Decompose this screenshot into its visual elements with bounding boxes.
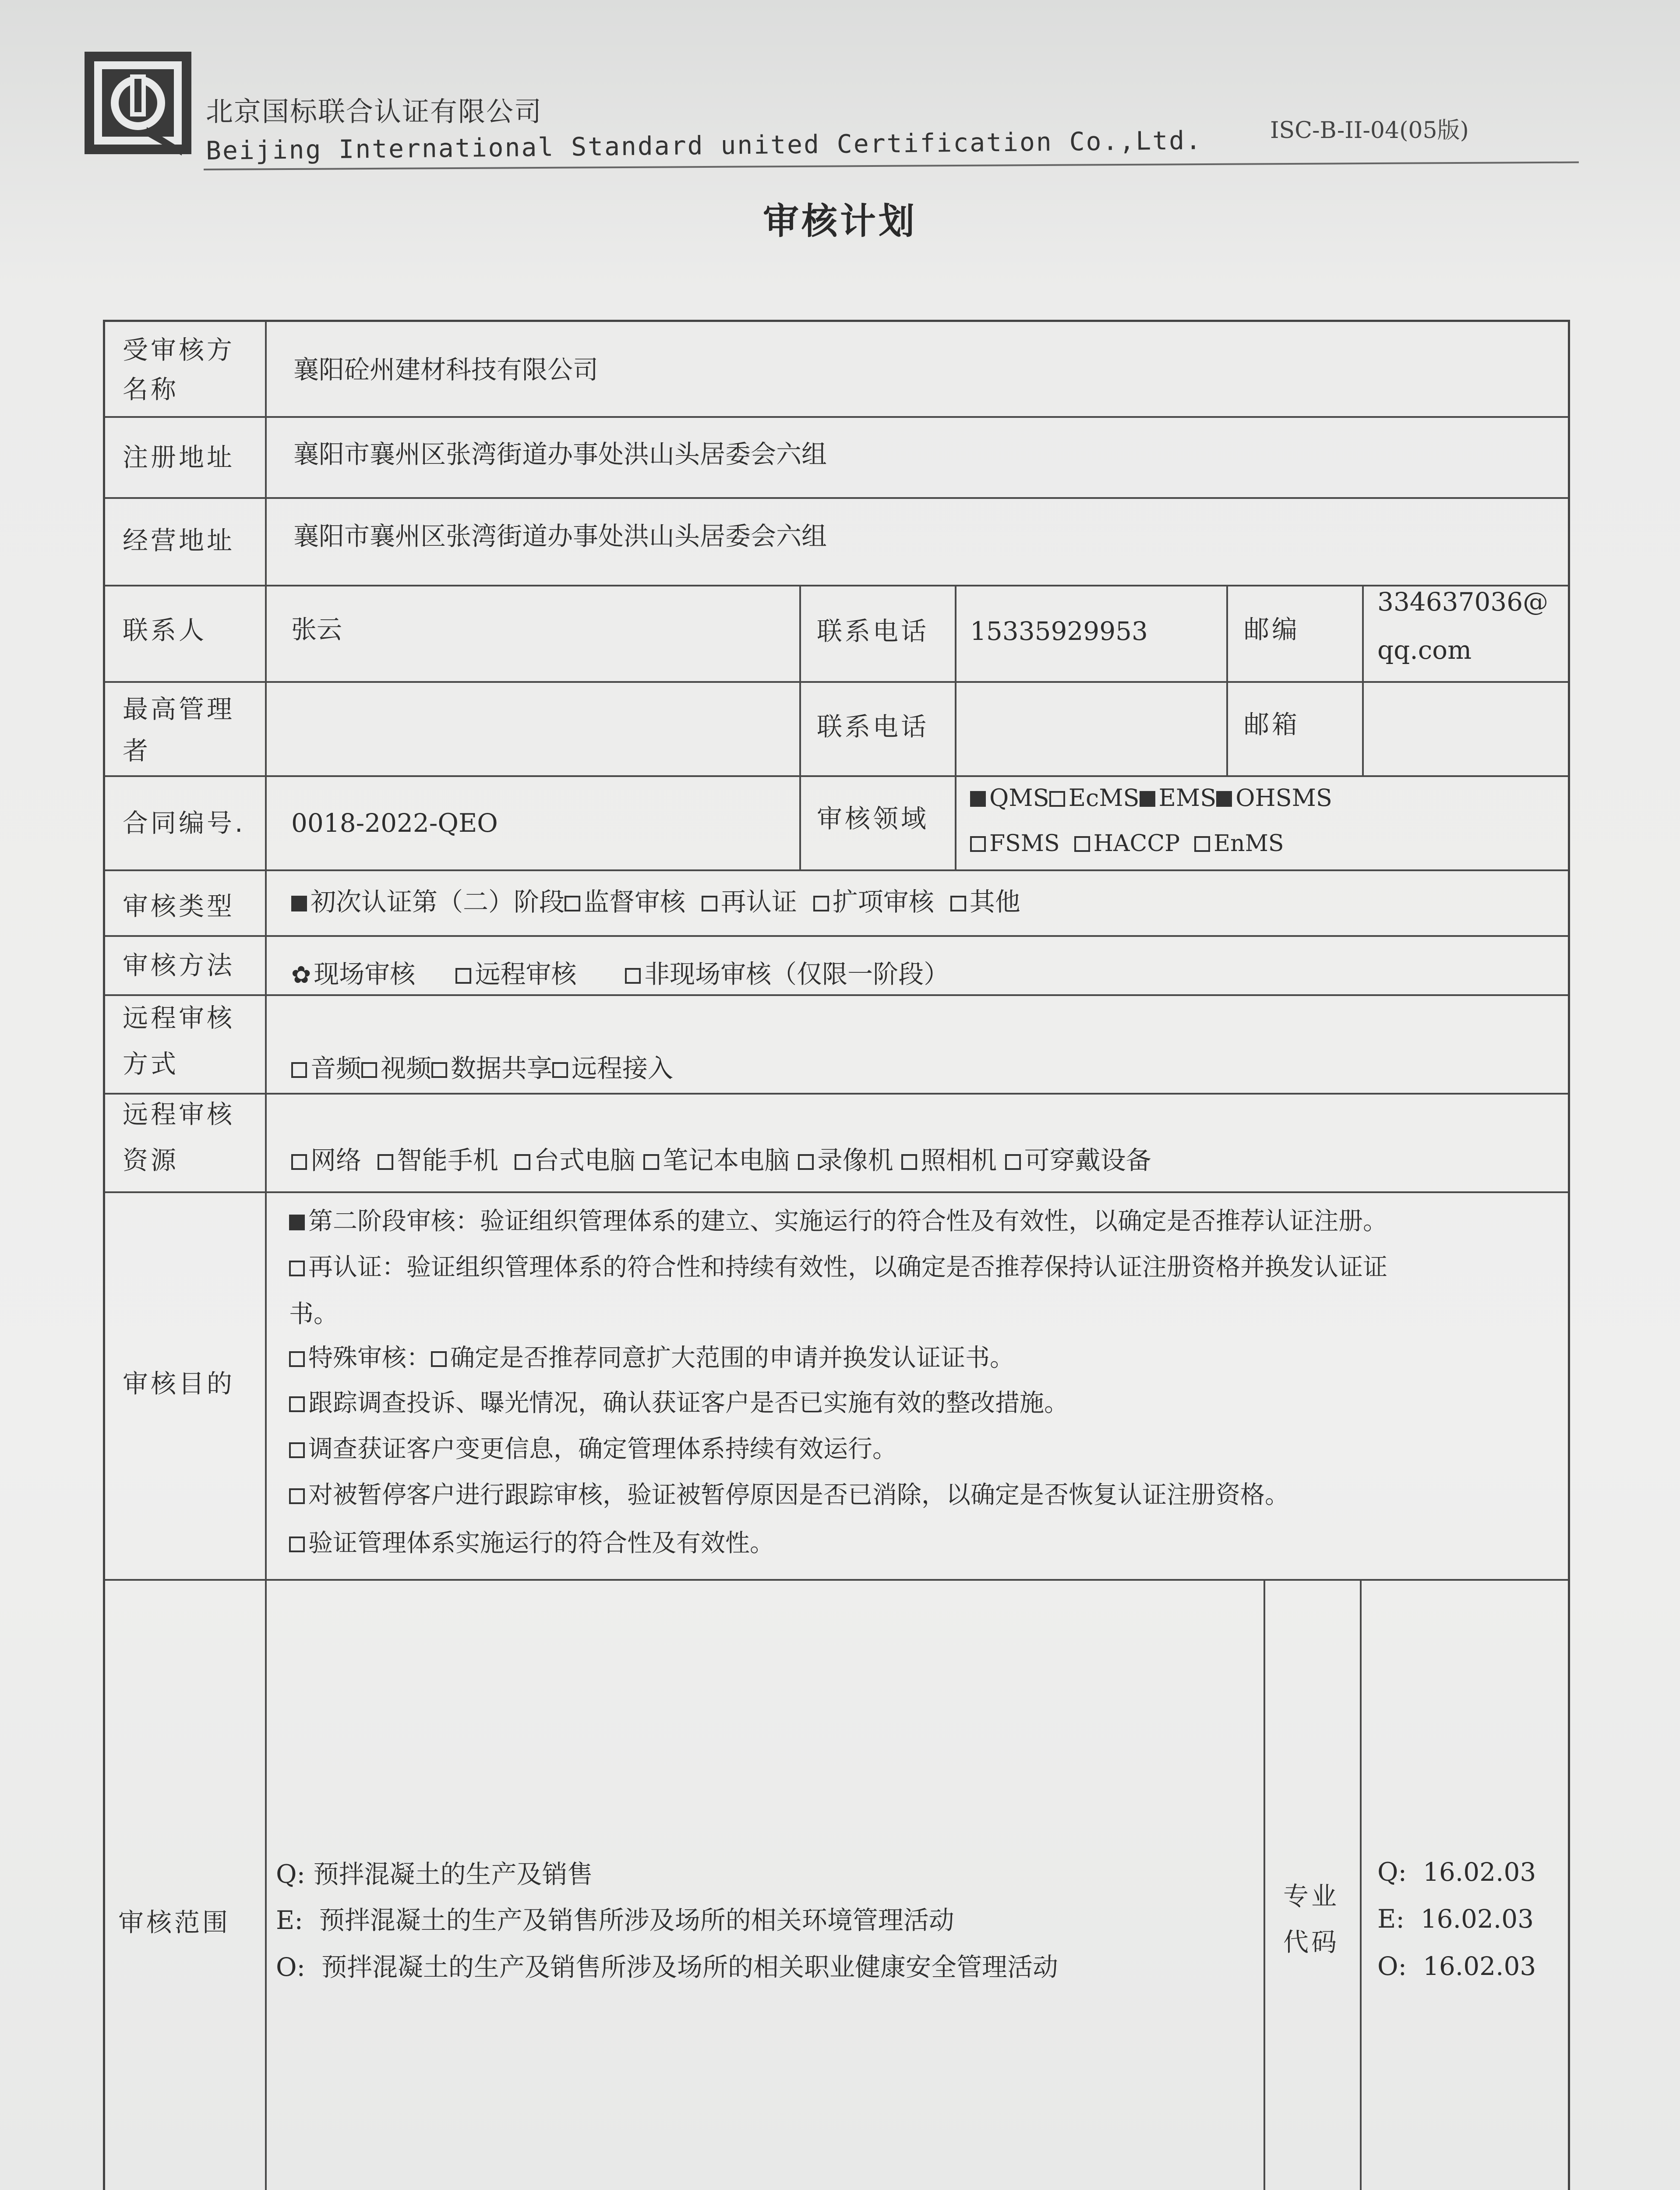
method-options [291, 959, 949, 990]
reg-address-value: 襄阳市襄州区张湾街道办事处洪山头居委会六组 [293, 439, 827, 469]
remote-res-label-line2: 资源 [123, 1145, 179, 1175]
row-divider [105, 416, 1568, 418]
gear-check-icon: ✿ [291, 961, 311, 989]
reg-address-label: 注册地址 [123, 442, 235, 472]
audit-type-options [291, 887, 1020, 918]
purpose-item-4[interactable]: 跟踪调查投诉、曝光情况，确认获证客户是否已实施有效的整改措施。 [289, 1388, 1069, 1418]
row-divider [105, 935, 1568, 937]
column-divider [1226, 585, 1228, 775]
company-seal-logo-icon [81, 48, 195, 158]
remote-access-checkbox[interactable]: 远程接入 [552, 1053, 673, 1083]
contact-value: 张云 [291, 615, 342, 644]
res-laptop-checkbox[interactable]: 笔记本电脑 [643, 1145, 790, 1175]
remote-res-options [291, 1145, 1151, 1176]
audit-type-initial-checkbox[interactable]: 初次认证第（二）阶段 [291, 887, 565, 917]
column-divider [265, 322, 267, 2190]
purpose-label: 审核目的 [123, 1369, 235, 1399]
phone-value: 15335929953 [970, 616, 1148, 646]
code-e: E: 16.02.03 [1377, 1904, 1534, 1934]
audit-type-extension-checkbox[interactable]: 扩项审核 [813, 887, 934, 917]
domain-checkbox-ohsms[interactable]: OHSMS [1216, 784, 1332, 812]
purpose-item-2[interactable]: 再认证：验证组织管理体系的符合性和持续有效性，以确定是否推荐保持认证注册资格并换发认证证 [289, 1253, 1387, 1282]
scope-label: 审核范围 [118, 1907, 231, 1937]
remote-mode-label-line1: 远程审核 [123, 1003, 235, 1033]
page-title: 审核计划 [762, 201, 917, 242]
audit-type-label: 审核类型 [123, 891, 235, 921]
purpose-item-1[interactable]: 第二阶段审核：验证组织管理体系的建立、实施运行的符合性及有效性，以确定是否推荐认证注册。 [289, 1207, 1387, 1236]
purpose-item-3[interactable]: 特殊审核： 确定是否推荐同意扩大范围的申请并换发认证证书。 [289, 1343, 1014, 1373]
domain-checkbox-ems[interactable]: EMS [1140, 784, 1217, 812]
method-label: 审核方法 [123, 950, 235, 980]
purpose-item-7[interactable]: 验证管理体系实施运行的符合性及有效性。 [289, 1529, 774, 1558]
purpose-item-2-cont: 书。 [289, 1300, 338, 1328]
row-divider [105, 1191, 1568, 1193]
res-recorder-checkbox[interactable]: 录像机 [798, 1145, 893, 1175]
code-label-line2: 代码 [1283, 1927, 1340, 1957]
company-name-cn: 北京国标联合认证有限公司 [206, 95, 543, 127]
domain-checkbox-qms[interactable]: QMS [970, 784, 1049, 812]
row-divider [105, 497, 1568, 499]
contact-label: 联系人 [123, 615, 207, 645]
res-wearable-checkbox[interactable]: 可穿戴设备 [1005, 1145, 1151, 1175]
contract-value: 0018-2022-QEO [291, 808, 498, 838]
res-camera-checkbox[interactable]: 照相机 [901, 1145, 997, 1175]
column-divider [799, 775, 801, 869]
code-label-line1: 专业 [1283, 1881, 1340, 1911]
auditee-value: 襄阳砼州建材科技有限公司 [293, 355, 599, 385]
method-remote-checkbox[interactable]: 远程审核 [455, 959, 576, 989]
auditee-label-line2: 名称 [123, 374, 179, 404]
domain-row-2 [970, 830, 1284, 857]
audit-type-recert-checkbox[interactable]: 再认证 [702, 887, 797, 917]
auditee-label-line1: 受审核方 [123, 335, 235, 365]
res-network-checkbox[interactable]: 网络 [291, 1145, 361, 1175]
op-address-label: 经营地址 [123, 526, 235, 555]
column-divider [799, 585, 801, 775]
manager-phone-label: 联系电话 [817, 712, 929, 742]
domain-checkbox-ecms[interactable]: EcMS [1049, 784, 1140, 812]
remote-video-checkbox[interactable]: 视频 [361, 1053, 431, 1083]
method-offsite-checkbox[interactable]: 非现场审核（仅限一阶段） [625, 959, 949, 989]
method-onsite-checkbox[interactable]: ✿ 现场审核 [291, 959, 416, 989]
company-name-en: Beijing International Standard united Certification Co.,Ltd. [205, 125, 1203, 166]
remote-res-label-line1: 远程审核 [123, 1099, 235, 1129]
audit-type-surveillance-checkbox[interactable]: 监督审核 [565, 887, 685, 917]
scope-line-e: E: 预拌混凝土的生产及销售所涉及场所的相关环境管理活动 [276, 1905, 954, 1935]
res-desktop-checkbox[interactable]: 台式电脑 [515, 1145, 635, 1175]
row-divider [105, 775, 1568, 777]
domain-label: 审核领域 [817, 804, 929, 834]
scope-line-o: O: 预拌混凝土的生产及销售所涉及场所的相关职业健康安全管理活动 [276, 1952, 1058, 1982]
audit-type-other-checkbox[interactable]: 其他 [950, 887, 1020, 917]
row-divider [105, 681, 1568, 683]
column-divider [1264, 1579, 1265, 2190]
document-code: ISC-B-II-04(05版) [1270, 117, 1469, 144]
row-divider [105, 994, 1568, 996]
remote-audio-checkbox[interactable]: 音频 [291, 1053, 361, 1083]
postcode-value-line1: 334637036@ [1377, 587, 1549, 617]
remote-datashare-checkbox[interactable]: 数据共享 [431, 1053, 552, 1083]
domain-checkbox-haccp[interactable]: HACCP [1074, 830, 1180, 857]
code-o: O: 16.02.03 [1377, 1951, 1536, 1981]
remote-mode-options [291, 1053, 673, 1084]
code-q: Q: 16.02.03 [1377, 1857, 1536, 1887]
manager-label-line2: 者 [123, 736, 151, 766]
manager-label-line1: 最高管理 [123, 694, 235, 724]
contract-label: 合同编号. [123, 808, 246, 838]
row-divider [105, 1093, 1568, 1095]
postcode-label: 邮编 [1244, 615, 1300, 644]
op-address-value: 襄阳市襄州区张湾街道办事处洪山头居委会六组 [293, 521, 827, 551]
column-divider [1360, 1579, 1362, 2190]
remote-mode-label-line2: 方式 [123, 1049, 179, 1079]
column-divider [955, 585, 956, 869]
domain-row-1 [970, 784, 1332, 812]
postcode-value-line2: qq.com [1377, 635, 1472, 665]
audit-plan-table [103, 320, 1570, 2190]
purpose-item-5[interactable]: 调查获证客户变更信息，确定管理体系持续有效运行。 [289, 1434, 897, 1464]
column-divider [1362, 585, 1364, 775]
scope-line-q: Q: 预拌混凝土的生产及销售 [276, 1859, 593, 1889]
row-divider [105, 585, 1568, 586]
domain-checkbox-enms[interactable]: EnMS [1194, 830, 1284, 857]
domain-checkbox-fsms[interactable]: FSMS [970, 830, 1060, 857]
purpose-item-6[interactable]: 对被暂停客户进行跟踪审核，验证被暂停原因是否已消除，以确定是否恢复认证注册资格。 [289, 1480, 1289, 1510]
row-divider [105, 869, 1568, 871]
mailbox-label: 邮箱 [1244, 710, 1300, 739]
res-phone-checkbox[interactable]: 智能手机 [378, 1145, 498, 1175]
row-divider [105, 1579, 1568, 1581]
phone-label: 联系电话 [817, 616, 929, 646]
